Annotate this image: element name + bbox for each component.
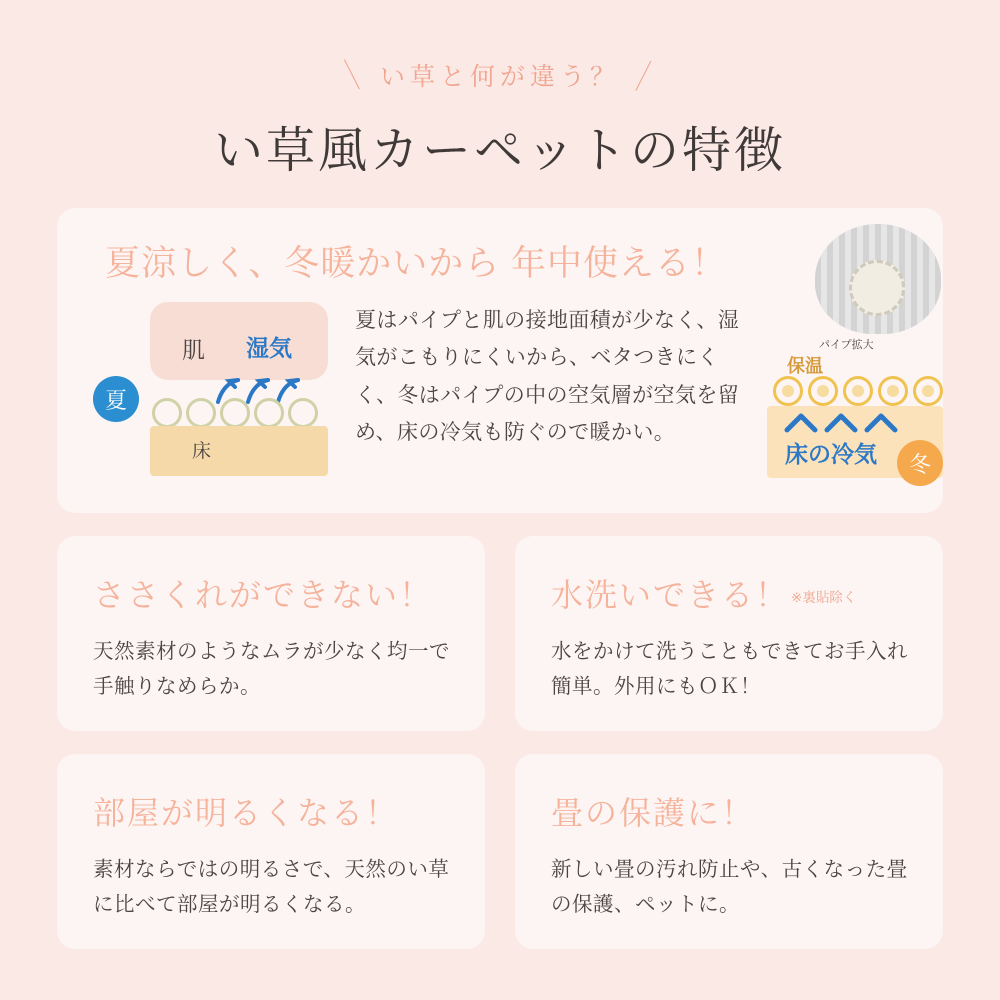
slash-right-icon: ／ xyxy=(626,56,666,95)
pipe-icon xyxy=(913,376,943,406)
pipe-icon xyxy=(808,376,838,406)
kicker-text: い草と何が違う？ xyxy=(379,63,620,91)
floor-block xyxy=(150,426,328,476)
main-card-body: 夏はパイプと肌の接地面積が少なく、湿気がこもりにくいから、ベタつきにくく、冬はパイプの中の空気層が空気を留め、床の冷気も防ぐので暖かい。 xyxy=(355,309,740,445)
feature-title-text: 部屋が明るくなる！ xyxy=(93,795,400,831)
summer-diagram xyxy=(104,294,334,490)
feature-body: 新しい畳の汚れ防止や、古くなった畳の保護、ペットに。 xyxy=(551,858,908,917)
feature-title-text: ささくれができない！ xyxy=(93,577,434,613)
feature-title-text: 畳の保護に！ xyxy=(551,795,756,831)
cold-air-label: 床の冷気 xyxy=(785,441,877,467)
pipe-icon xyxy=(773,376,803,406)
zoom-inner-circle xyxy=(849,260,905,316)
pipe-zoom-icon xyxy=(815,224,941,334)
pipe-icon xyxy=(254,398,284,428)
kicker xyxy=(0,56,1000,93)
feature-title xyxy=(551,788,909,834)
feature-body: 素材ならではの明るさで、天然のい草に比べて部屋が明るくなる。 xyxy=(93,858,450,917)
humidity-label: 湿気 xyxy=(246,335,292,361)
pipe-icon xyxy=(220,398,250,428)
feature-card-main xyxy=(57,208,943,513)
feature-card-1 xyxy=(57,536,485,731)
pipe-icon xyxy=(288,398,318,428)
page-title: い草風カーペットの特徴 xyxy=(213,124,786,178)
feature-title-text: 水洗いできる！ xyxy=(551,577,790,613)
feature-card-4 xyxy=(515,754,943,949)
feature-title xyxy=(93,788,451,834)
insulation-label: 保温 xyxy=(787,356,823,376)
pipe-row-winter xyxy=(773,376,943,406)
floor-label: 床 xyxy=(192,441,212,462)
zoom-caption: パイプ拡大 xyxy=(819,339,874,351)
feature-note: ※裏貼除く xyxy=(791,590,857,605)
feature-title xyxy=(551,570,909,616)
pipe-icon xyxy=(843,376,873,406)
badge-winter: 冬 xyxy=(897,440,943,486)
pipe-icon xyxy=(878,376,908,406)
main-card-title: 夏涼しく、冬暖かいから 年中使える！ xyxy=(105,244,728,283)
skin-block xyxy=(150,302,328,380)
pipe-row-summer xyxy=(152,398,318,428)
pipe-icon xyxy=(152,398,182,428)
badge-summer: 夏 xyxy=(93,376,139,422)
feature-body: 天然素材のようなムラが少なく均一で手触りなめらか。 xyxy=(93,640,450,699)
feature-title xyxy=(93,570,451,616)
skin-label: 肌 xyxy=(182,337,205,363)
feature-card-3 xyxy=(57,754,485,949)
feature-body: 水をかけて洗うこともできてお手入れ簡単。外用にもＯＫ！ xyxy=(551,640,908,699)
pipe-icon xyxy=(186,398,216,428)
slash-left-icon: ＼ xyxy=(334,56,374,95)
feature-card-2 xyxy=(515,536,943,731)
